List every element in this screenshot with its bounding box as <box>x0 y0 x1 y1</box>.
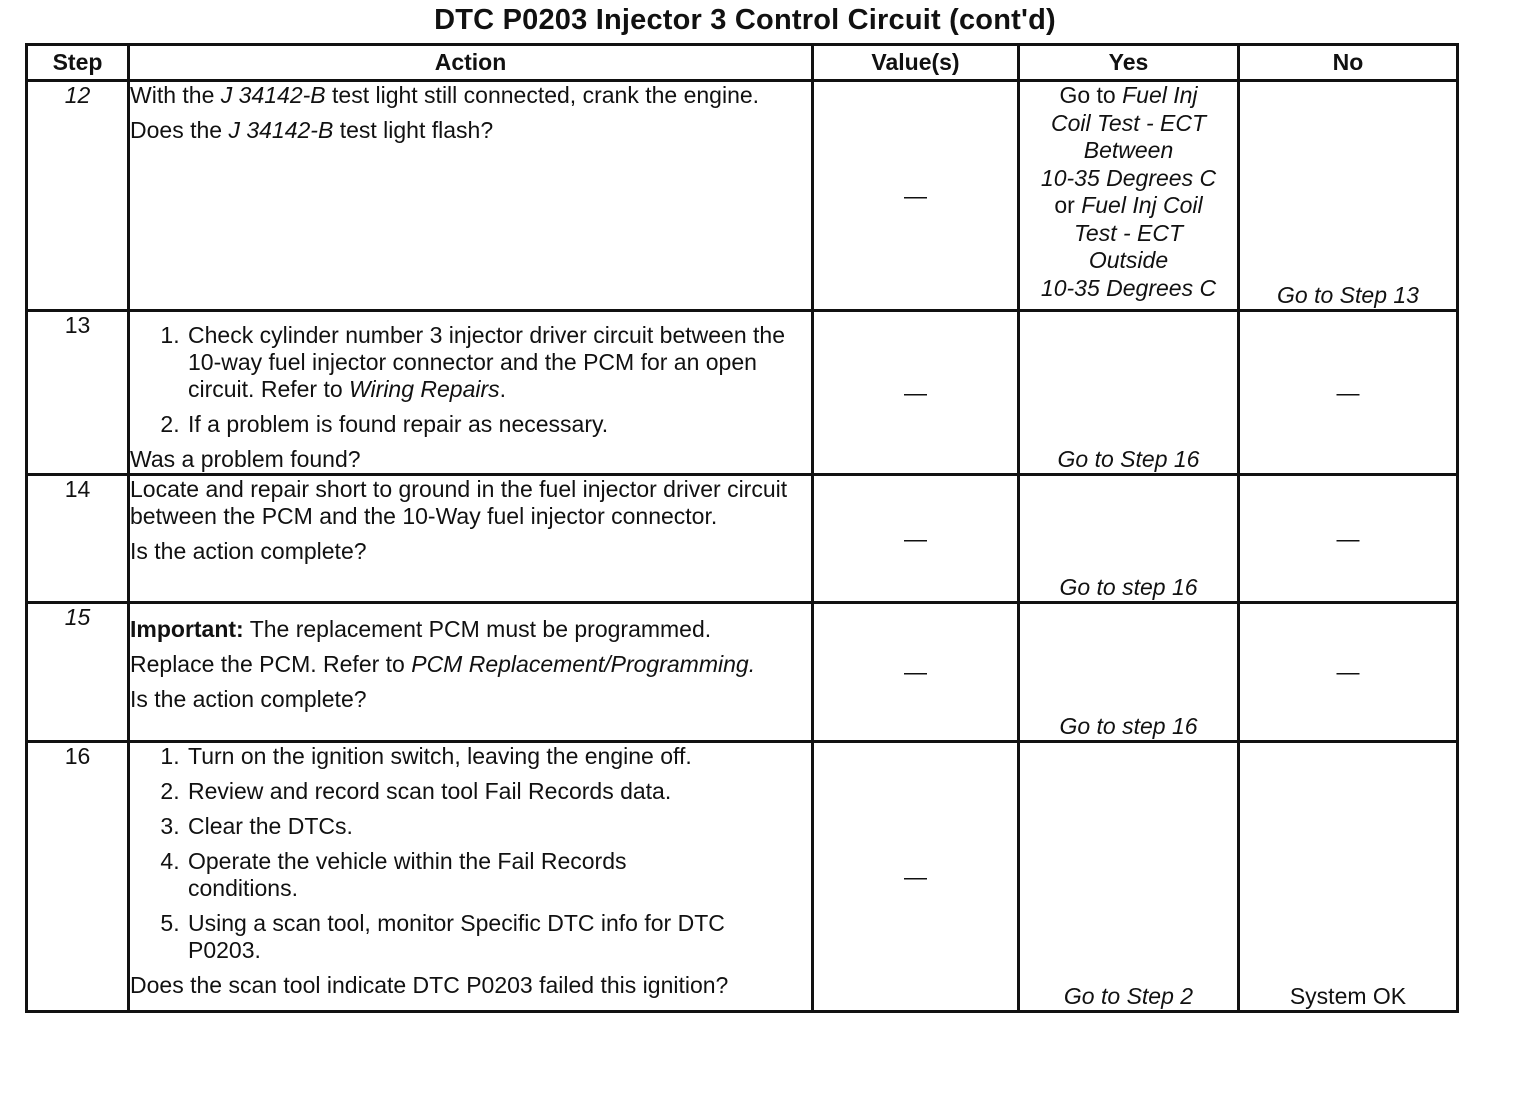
step-number: 16 <box>27 742 129 1012</box>
header-no: No <box>1239 45 1458 81</box>
tool-reference: J 34142-B <box>228 117 334 143</box>
list-item: 1. Turn on the ignition switch, leaving the engine off. <box>186 743 811 770</box>
important-note: Important: The replacement PCM must be programmed. <box>130 616 712 642</box>
table-row <box>27 742 1458 1012</box>
yes-action-link[interactable]: Go to Step 2 <box>1063 983 1194 1009</box>
empty-value-dash: — <box>904 658 927 685</box>
important-label: Important: <box>130 616 244 642</box>
action-cell <box>129 475 813 603</box>
header-action: Action <box>129 45 813 81</box>
action-steps-list <box>130 743 811 964</box>
yes-line: Outside <box>1088 247 1169 273</box>
step-number: 15 <box>27 603 129 742</box>
action-question: Is the action complete? <box>130 686 367 712</box>
empty-value-dash: — <box>1336 658 1360 685</box>
step-number: 13 <box>27 311 129 475</box>
header-values: Value(s) <box>813 45 1019 81</box>
empty-value-dash: — <box>1336 379 1360 405</box>
yes-line: or Fuel Inj Coil <box>1054 192 1203 218</box>
action-steps-list <box>130 322 811 438</box>
yes-line: 10-35 Degrees C <box>1040 274 1217 301</box>
step-number: 14 <box>27 475 129 603</box>
table-row <box>27 81 1458 311</box>
no-cell <box>1239 311 1458 475</box>
value-cell <box>813 603 1019 742</box>
tool-reference: J 34142-B <box>220 82 326 108</box>
no-cell <box>1239 603 1458 742</box>
list-item: 3. Clear the DTCs. <box>186 813 811 840</box>
empty-value-dash: — <box>904 182 927 208</box>
empty-value-dash: — <box>1336 525 1360 551</box>
list-item: 2. Review and record scan tool Fail Records data. <box>186 778 811 805</box>
document-reference[interactable]: PCM Replacement/Programming. <box>411 651 756 677</box>
yes-action-link[interactable]: Go to Step 16 <box>1057 446 1200 472</box>
action-cell <box>129 742 813 1012</box>
action-instruction: With the J 34142-B test light still connected, crank the engine. <box>130 82 760 108</box>
list-item: 5. Using a scan tool, monitor Specific DTC info for DTC P0203. <box>186 910 811 964</box>
action-instruction: Replace the PCM. Refer to PCM Replacement/Programming. <box>130 651 756 677</box>
yes-line: 10-35 Degrees C <box>1040 164 1217 191</box>
table-row <box>27 311 1458 475</box>
empty-value-dash: — <box>904 525 927 551</box>
header-row <box>27 45 1458 81</box>
yes-cell <box>1019 475 1239 603</box>
yes-line: Between <box>1083 137 1174 163</box>
yes-cell <box>1019 311 1239 475</box>
action-question: Does the scan tool indicate DTC P0203 failed this ignition? <box>130 972 729 998</box>
action-question: Is the action complete? <box>130 538 367 564</box>
page-title: DTC P0203 Injector 3 Control Circuit (cont'd) <box>434 4 1056 36</box>
header-yes: Yes <box>1019 45 1239 81</box>
yes-cell <box>1019 81 1239 311</box>
value-cell <box>813 311 1019 475</box>
table-row <box>27 475 1458 603</box>
empty-value-dash: — <box>904 863 927 889</box>
no-action-link[interactable]: Go to Step 13 <box>1277 282 1419 308</box>
header-step: Step <box>27 45 129 81</box>
no-cell <box>1239 742 1458 1012</box>
value-cell <box>813 742 1019 1012</box>
action-cell <box>129 81 813 311</box>
action-cell <box>129 603 813 742</box>
empty-value-dash: — <box>904 379 927 405</box>
no-cell <box>1239 81 1458 311</box>
yes-action-link[interactable]: Go to step 16 <box>1059 713 1198 739</box>
no-result-text: System OK <box>1289 983 1407 1009</box>
yes-line: Go to Fuel Inj <box>1059 82 1198 108</box>
value-cell <box>813 81 1019 311</box>
yes-cell <box>1019 742 1239 1012</box>
value-cell <box>813 475 1019 603</box>
document-reference[interactable]: Wiring Repairs <box>349 376 500 402</box>
yes-action-link[interactable]: Go to step 16 <box>1059 574 1198 600</box>
action-question: Was a problem found? <box>130 446 361 472</box>
list-item: 2. If a problem is found repair as necessary. <box>186 411 811 438</box>
table-row <box>27 603 1458 742</box>
list-item: 1. Check cylinder number 3 injector driver circuit between the 10-way fuel injector connector and the PCM for an open circuit. Refer to Wiring Repairs. <box>186 322 811 403</box>
diagnostic-table <box>25 43 1459 1013</box>
yes-line: Coil Test - ECT <box>1050 109 1207 136</box>
action-question: Does the J 34142-B test light flash? <box>130 117 494 143</box>
yes-cell <box>1019 603 1239 742</box>
list-item: 4. Operate the vehicle within the Fail Records conditions. <box>186 848 811 902</box>
action-cell <box>129 311 813 475</box>
no-cell <box>1239 475 1458 603</box>
action-instruction: Locate and repair short to ground in the fuel injector driver circuit between the PCM and the 10-Way fuel injector connector. <box>130 476 788 529</box>
step-number: 12 <box>27 81 129 311</box>
yes-line: Test - ECT <box>1073 219 1184 246</box>
